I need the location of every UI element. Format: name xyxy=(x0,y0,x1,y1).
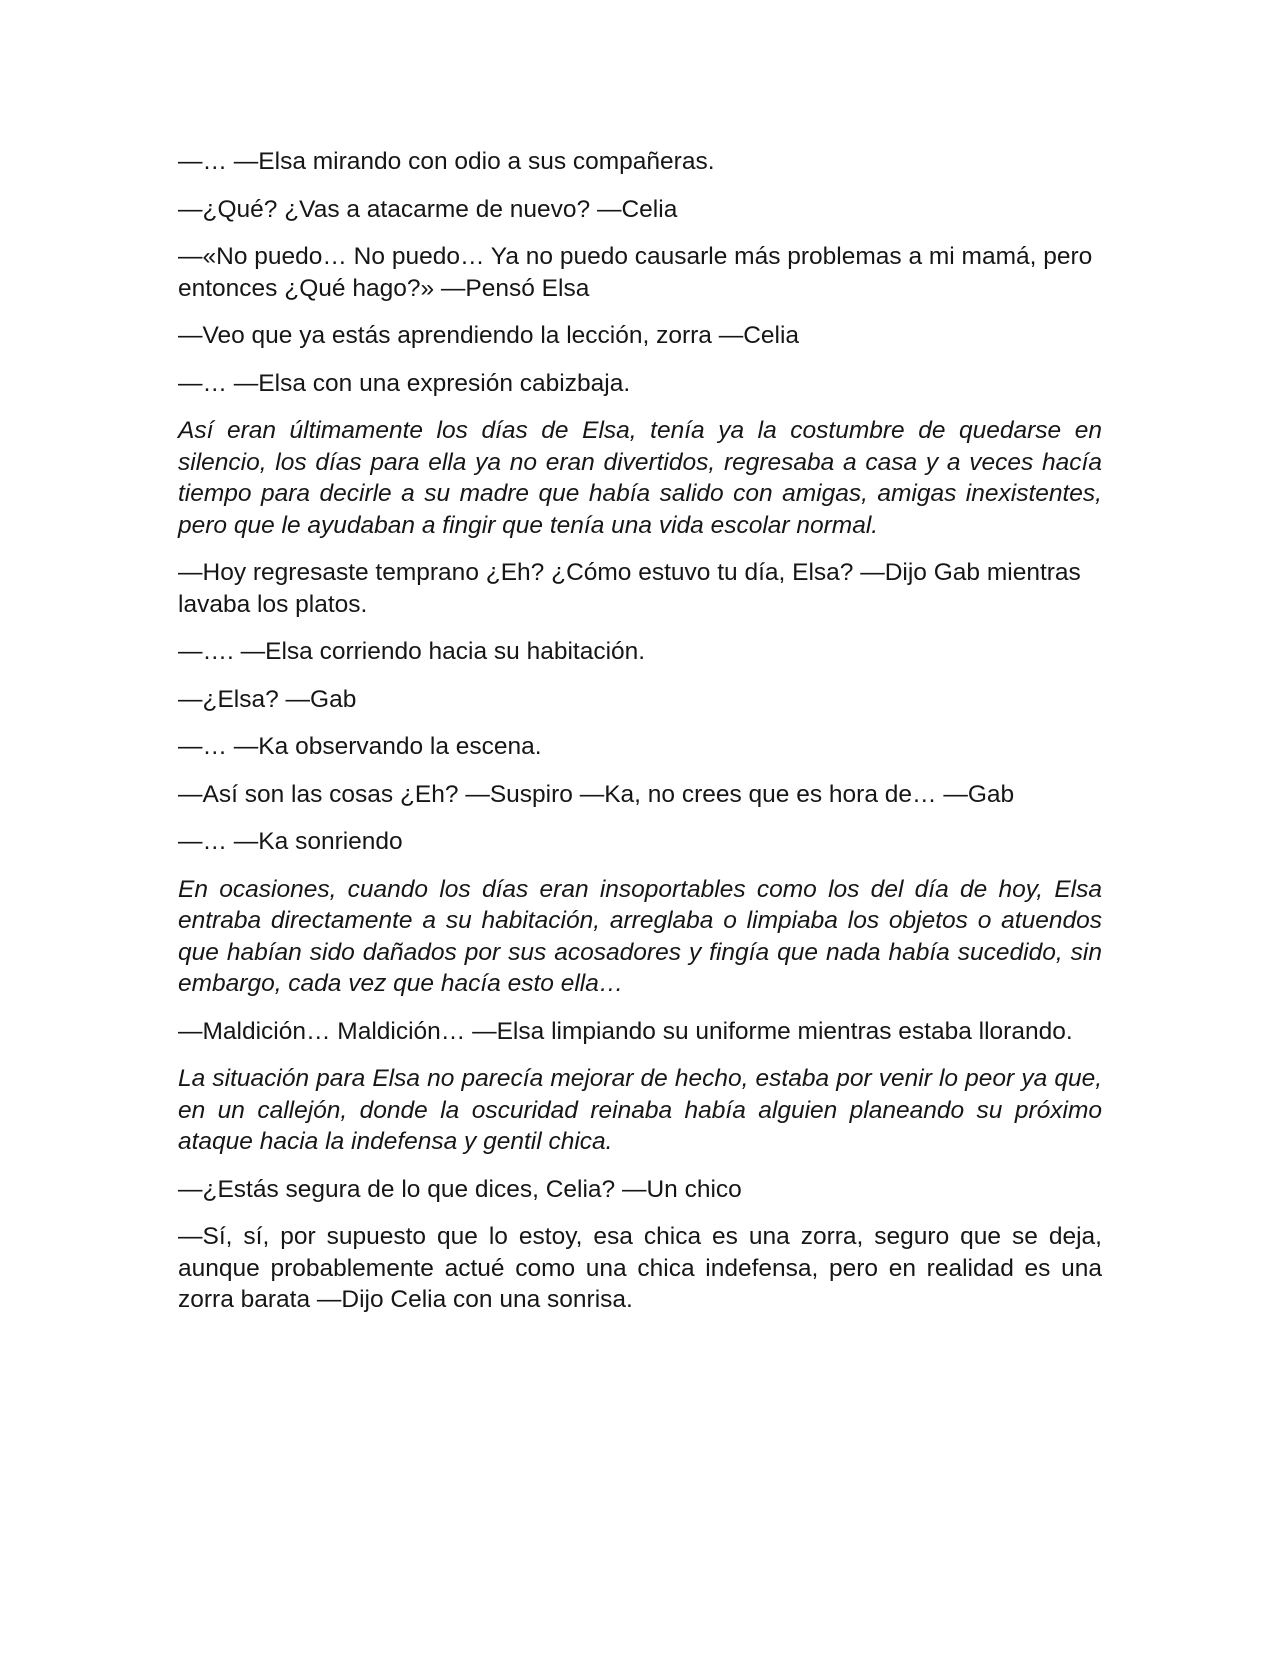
dialogue-paragraph: —Veo que ya estás aprendiendo la lección, zorra —Celia xyxy=(178,322,800,349)
narration-paragraph: Así eran últimamente los días de Elsa, tenía ya la costumbre de quedarse en silencio, los días para ella ya no eran divertidos, regresaba a casa y a veces hacía tiempo para decirle a su madre que había salido con amigas, amigas inexistentes, pero que le ayudaban a fingir que tenía una vida escolar normal. xyxy=(178,417,1102,539)
dialogue-paragraph: —… —Ka sonriendo xyxy=(178,828,403,855)
dialogue-paragraph: —…. —Elsa corriendo hacia su habitación. xyxy=(178,638,646,665)
document-body xyxy=(178,146,1102,1332)
dialogue-paragraph: —«No puedo… No puedo… Ya no puedo causarle más problemas a mi mamá, pero entonces ¿Qué hago?» —Pensó Elsa xyxy=(178,243,1093,302)
dialogue-paragraph: —¿Estás segura de lo que dices, Celia? —Un chico xyxy=(178,1175,742,1203)
dialogue-paragraph: —¿Elsa? —Gab xyxy=(178,685,357,713)
dialogue-paragraph: —… —Ka observando la escena. xyxy=(178,733,542,760)
dialogue-paragraph: —Maldición… Maldición… —Elsa limpiando su uniforme mientras estaba llorando. xyxy=(178,1017,1073,1045)
narration-paragraph: En ocasiones, cuando los días eran insoportables como los del día de hoy, Elsa entraba directamente a su habitación, arreglaba o limpiaba los objetos o atuendos que habían sido dañados por sus acosadores y fingía que nada había sucedido, sin embargo, cada vez que hacía esto ella… xyxy=(178,875,1102,997)
dialogue-paragraph: —… —Elsa con una expresión cabizbaja. xyxy=(178,369,631,397)
dialogue-paragraph: —Así son las cosas ¿Eh? —Suspiro —Ka, no crees que es hora de… —Gab xyxy=(178,780,1015,808)
dialogue-paragraph: —Hoy regresaste temprano ¿Eh? ¿Cómo estuvo tu día, Elsa? —Dijo Gab mientras lavaba los platos. xyxy=(178,559,1081,618)
dialogue-paragraph: —¿Qué? ¿Vas a atacarme de nuevo? —Celia xyxy=(178,195,678,223)
dialogue-paragraph: —Sí, sí, por supuesto que lo estoy, esa chica es una zorra, seguro que se deja, aunque probablemente actué como una chica indefensa, pero en realidad es una zorra barata —Dijo Celia con una sonrisa. xyxy=(178,1223,1102,1313)
narration-paragraph: La situación para Elsa no parecía mejorar de hecho, estaba por venir lo peor ya que, en un callejón, donde la oscuridad reinaba había alguien planeando su próximo ataque hacia la indefensa y gentil chica. xyxy=(178,1065,1102,1155)
dialogue-paragraph: —… —Elsa mirando con odio a sus compañeras. xyxy=(178,148,715,175)
